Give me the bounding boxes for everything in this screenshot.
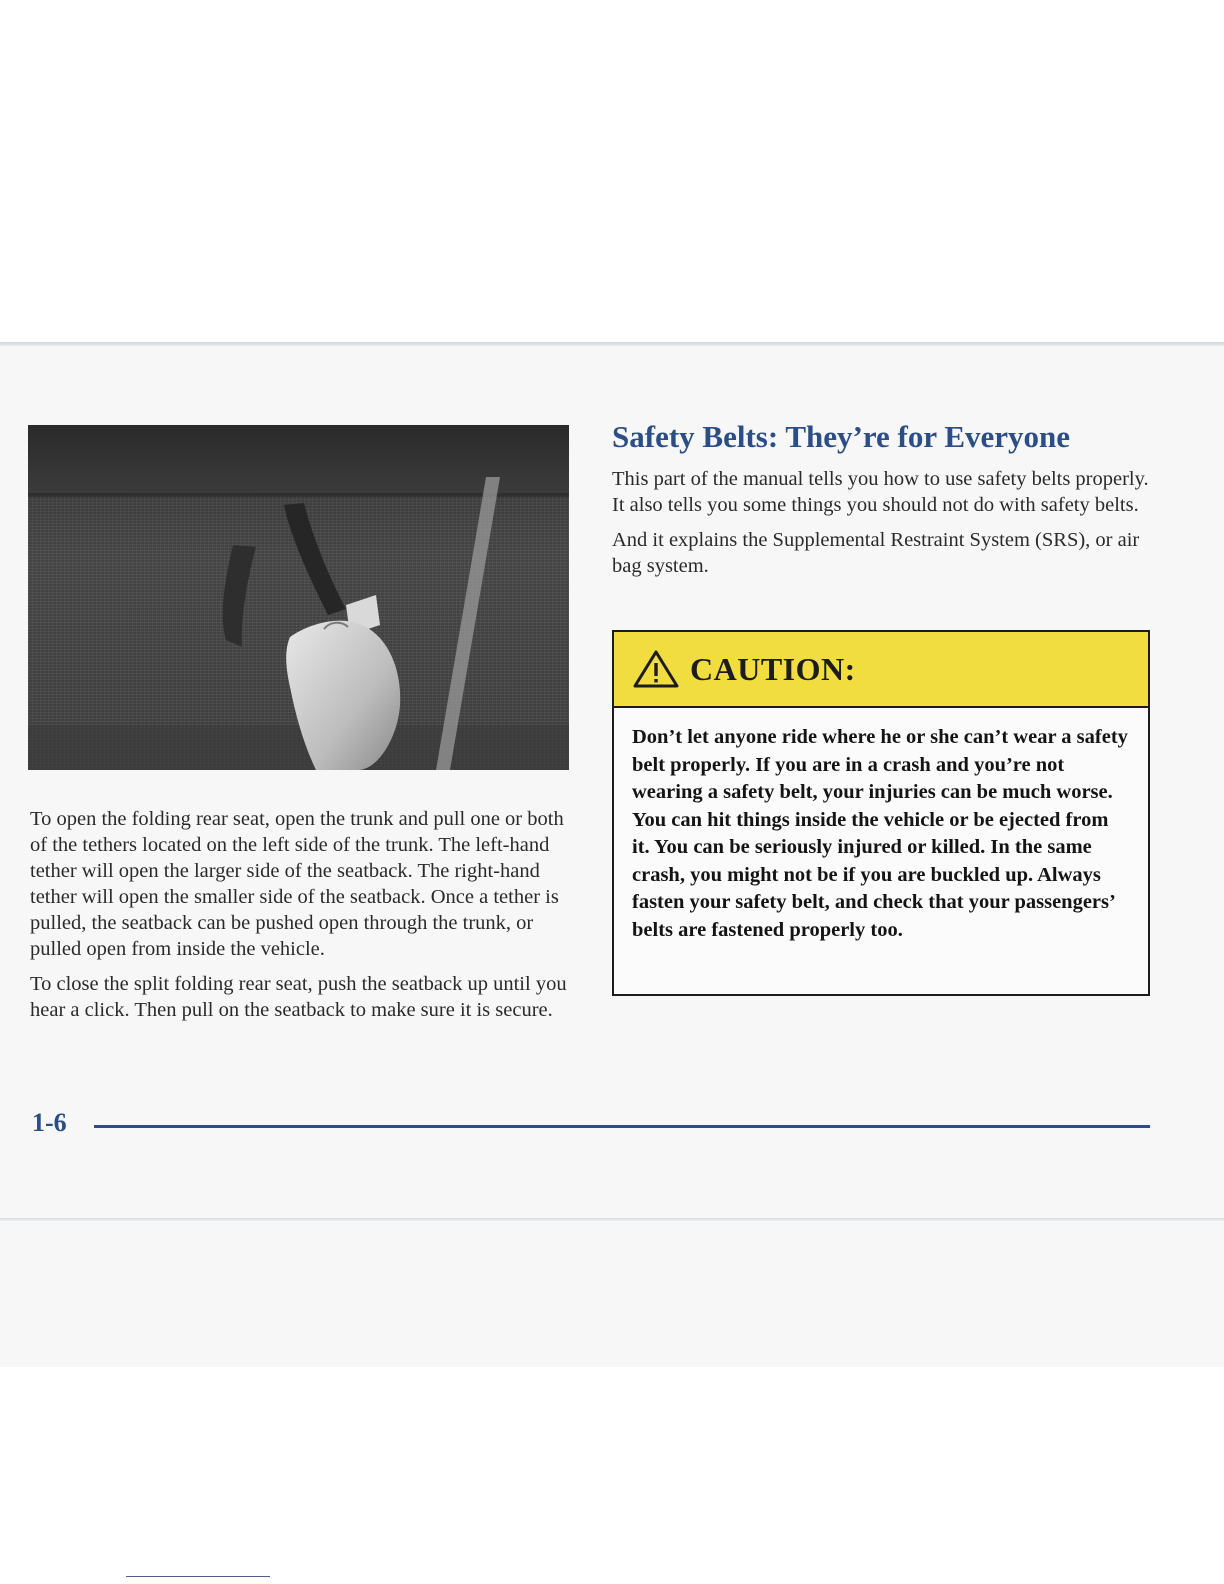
caution-text: Don’t let anyone ride where he or she can’t wear a safety belt properly. If you are in a crash and you’re not wearing a safety belt, your injuries can be much worse. You can hit things inside the vehicle or be ejected from it. You can be seriously injured or killed. In the same crash, you might not be if you are buckled up. Always fasten your safety belt, and check that your passengers’ belts are fastened properly too. (632, 726, 1128, 941)
section-title: Safety Belts: They’re for Everyone (612, 419, 1071, 454)
warning-triangle-icon (632, 649, 680, 689)
left-column-text (30, 806, 575, 1032)
srs-paragraph: And it explains the Supplemental Restraint System (SRS), or air bag system. (612, 529, 1140, 577)
tether-photo (28, 425, 569, 770)
bottom-page-edge (0, 1218, 1224, 1221)
top-page-edge (0, 342, 1224, 346)
footer-rule (94, 1125, 1150, 1128)
folding-seat-close-paragraph: To close the split folding rear seat, push the seatback up until you hear a click. Then pull on the seatback to make sure it is secure. (30, 973, 567, 1021)
caution-label: CAUTION: (690, 650, 856, 687)
page-number: 1-6 (32, 1108, 67, 1137)
bottom-margin-mark (126, 1576, 270, 1577)
caution-box (612, 630, 1150, 996)
folding-seat-open-paragraph: To open the folding rear seat, open the trunk and pull one or both of the tethers located on the left side of the trunk. The left-hand tether will open the larger side of the seatback. The right-hand tether will open the smaller side of the seatback. Once a tether is pulled, the seatback can be pushed open through the trunk, or pulled open from inside the vehicle. (30, 808, 564, 960)
intro-paragraph: This part of the manual tells you how to use safety belts properly. It also tells you some things you should not do with safety belts. (612, 468, 1149, 516)
tether-photo-illustration (28, 425, 569, 770)
caution-header (614, 632, 1148, 708)
right-column (612, 418, 1152, 588)
